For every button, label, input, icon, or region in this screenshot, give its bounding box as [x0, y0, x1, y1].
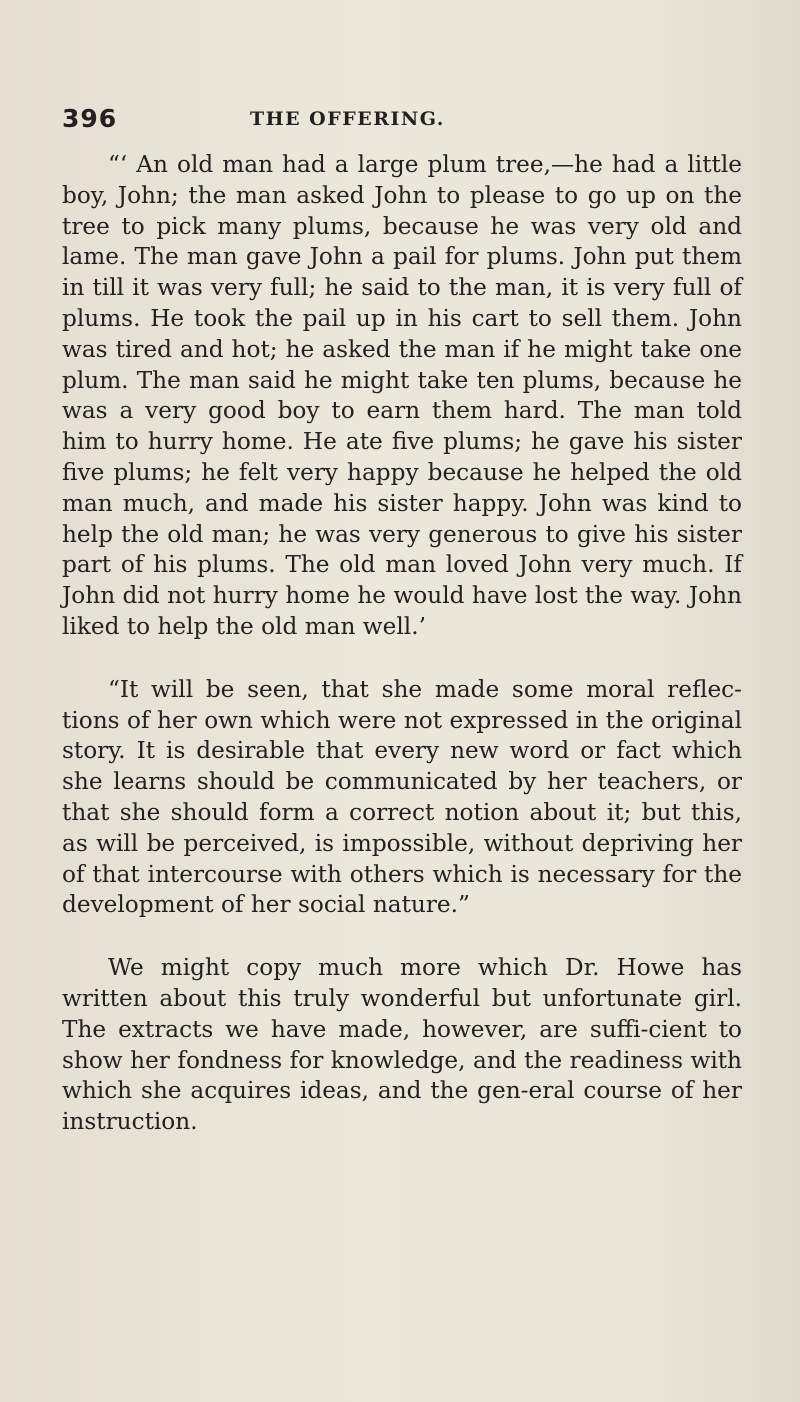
page-number: 396: [62, 104, 118, 133]
running-title: THE OFFERING.: [250, 108, 445, 130]
paragraph-story-quote: “‘ An old man had a large plum tree,—he had a little boy, John; the man asked John to please to go up on the tree to pick many plums, because he was very old and lame. The man gave John a pail for plums. John put them in till it was very full; he said to the man, it is very full of plums. He took the pail up in his cart to sell them. John was tired and hot; he asked the man if he might take one plum. The man said he might take ten plums, because he was a very good boy to earn them hard. The man told him to hurry home. He ate five plums; he gave his sister five plums; he felt very happy because he helped the old man much, and made his sister happy. John was kind to help the old man; he was very generous to give his sister part of his plums. The old man loved John very much. If John did not hurry home he would have lost the way. John liked to help the old man well.’: [62, 151, 742, 640]
body-text: [62, 150, 742, 1138]
page-header: [62, 104, 742, 140]
paragraph-dr-howe: We might copy much more which Dr. Howe has written about this truly wonderful but unfortunate girl. The extracts we have made, however, are suffi-cient to show her fondness for knowledge, and the readiness with which she acquires ideas, and the gen-eral course of her instruction.: [62, 954, 742, 1136]
paragraph-moral-reflections: “It will be seen, that she made some moral reflec-tions of her own which were not expressed in the original story. It is desirable that every new word or fact which she learns should be communicated by her teachers, or that she should form a correct notion about it; but this, as will be perceived, is impossible, without depriving her of that intercourse with others which is necessary for the development of her social nature.”: [62, 675, 742, 919]
